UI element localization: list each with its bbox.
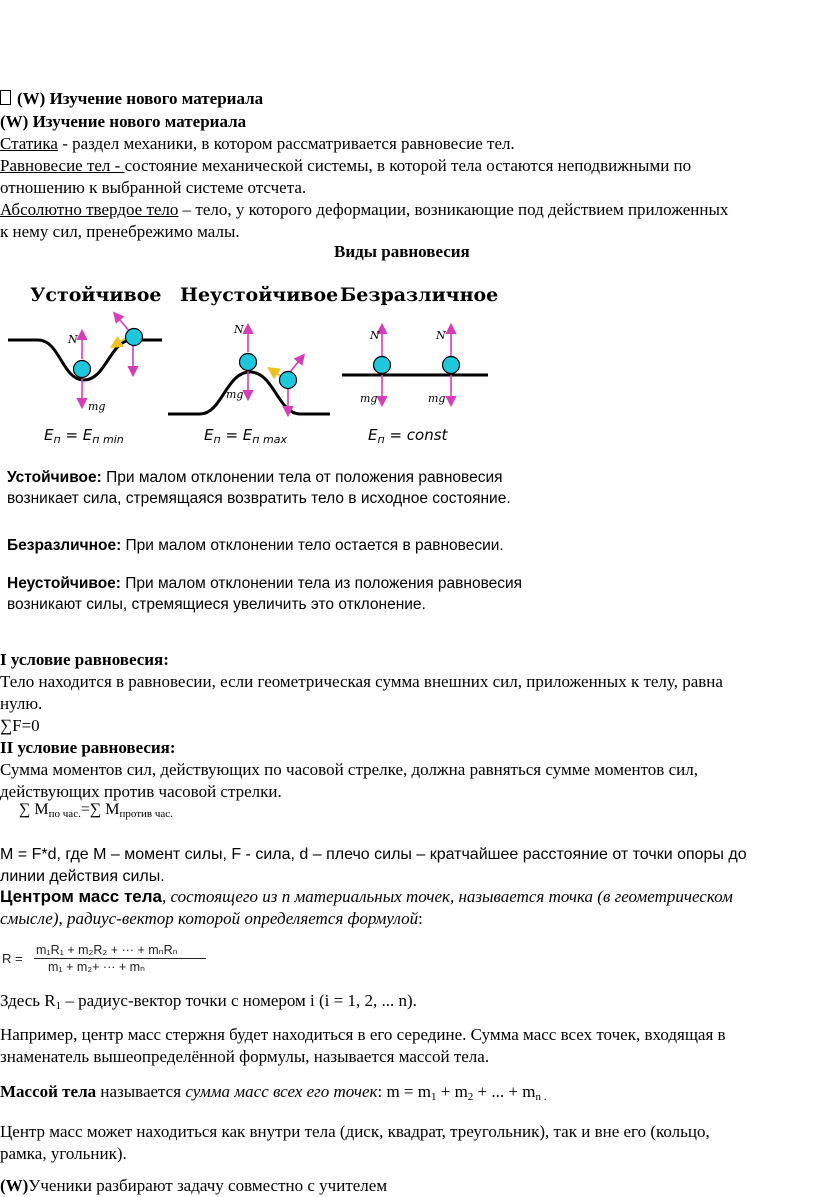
neutral-gravity-label-2: mg (428, 392, 446, 405)
neutral-ball-2 (443, 357, 460, 374)
center-mass-definition-cont: смысле), радиус-вектор которой определяется формулой: (0, 909, 423, 928)
condition-2-formula: ∑ $M_{по час.}=\sum$ $M_{против час.}$ (19, 801, 173, 820)
neutral-normal-label-1: N (370, 329, 380, 342)
stable-normal-label: N (68, 333, 78, 346)
stable-side-ball (126, 329, 143, 346)
equilibrium-definition: Равновесие тел - состояние механической системы, в которой тела остаются неподвижными по (0, 156, 692, 175)
radius-vector-note: Здесь $R_1$ – радиус-вектор точки с номером i (i = 1, 2, ... n). (0, 991, 417, 1012)
condition-1-heading: I условие равновесия: (0, 650, 169, 669)
example-text-cont: знаменатель вышеопределённой формулы, называется массой тела. (0, 1047, 490, 1066)
section-heading-1: (W) Изучение нового материала (0, 88, 263, 110)
neutral-energy: $E_п$ = const (368, 426, 448, 446)
rigid-body-definition-cont: к нему сил, пренебрежимо малы. (0, 222, 240, 241)
unstable-normal-label: N (234, 323, 244, 336)
condition-1-text-cont: нулю. (0, 694, 43, 713)
neutral-normal-label-2: N (436, 329, 446, 342)
task-note: (W)Ученики разбирают задачу совместно с учителем (0, 1176, 388, 1195)
equilibrium-diagram (0, 276, 500, 451)
unstable-title: Неустойчивое (180, 284, 339, 306)
condition-2-text-cont: действующих против часовой стрелки. (0, 782, 282, 801)
stable-title: Устойчивое (30, 284, 162, 306)
unstable-description: Неустойчивое: При малом отклонении тела из положения равновесия возникают силы, стремящиеся увеличить это отклонение. (7, 575, 523, 613)
mass-definition: Массой тела называется сумма масс всех его точек: $m = m_1 + m_2$ + ... + $m_{n .}$ (0, 1082, 547, 1103)
equilibrium-drawing (0, 276, 500, 451)
stable-description: Устойчивое: При малом отклонении тела от положения равновесия возникает сила, стремящаяся возвратить тело в исходное состояние. (7, 469, 511, 507)
center-location-text: Центр масс может находиться как внутри тела (диск, квадрат, треугольник), так и вне его (кольцо, (0, 1122, 710, 1141)
stable-ball (74, 361, 91, 378)
statics-definition: Статика - раздел механики, в котором рассматривается равновесие тел. (0, 134, 515, 153)
condition-1-text: Тело находится в равновесии, если геометрическая сумма внешних сил, приложенных к телу, равна (0, 672, 723, 691)
example-text: Например, центр масс стержня будет находиться в его середине. Сумма масс всех точек, входящая в (0, 1025, 726, 1044)
unstable-energy: $E_п = E_{п max}$ (204, 426, 287, 446)
unstable-ball (240, 354, 257, 371)
unstable-gravity-label: mg (226, 388, 244, 401)
neutral-gravity-label-1: mg (360, 392, 378, 405)
bullet-icon (0, 90, 11, 105)
stable-side-normal-arrow (115, 314, 130, 332)
neutral-description: Безразличное: При малом отклонении тело остается в равновесии. (7, 537, 504, 554)
unstable-curve (168, 372, 330, 414)
rigid-body-definition: Абсолютно твердое тело – тело, у которого деформации, возникающие под действием приложенных (0, 200, 729, 219)
neutral-title: Безразличное (340, 284, 499, 306)
stable-gravity-label: mg (88, 400, 106, 413)
neutral-ball-1 (374, 357, 391, 374)
stable-energy: $E_п = E_{п min}$ (44, 426, 124, 446)
section-heading-2: (W) Изучение нового материала (0, 112, 247, 131)
condition-1-formula: ∑F=0 (0, 716, 40, 735)
center-location-text-cont: рамка, угольник). (0, 1144, 127, 1163)
center-mass-definition: Центром масс тела, состоящего из n материальных точек, называется точка (в геометрическом (0, 887, 733, 906)
unstable-side-ball (280, 372, 297, 389)
kinds-heading: Виды равновесия (334, 242, 470, 261)
condition-2-heading: II условие равновесия: (0, 738, 176, 757)
moment-definition: M = F*d, где M – момент силы, F - сила, d – плечо силы – кратчайшее расстояние от точки опоры до линии действия силы. (0, 846, 747, 885)
equilibrium-definition-cont: отношению к выбранной системе отсчета. (0, 178, 307, 197)
unstable-side-normal-arrow (290, 356, 303, 372)
condition-2-text: Сумма моментов сил, действующих по часовой стрелке, должна равняться сумме моментов сил, (0, 760, 698, 779)
